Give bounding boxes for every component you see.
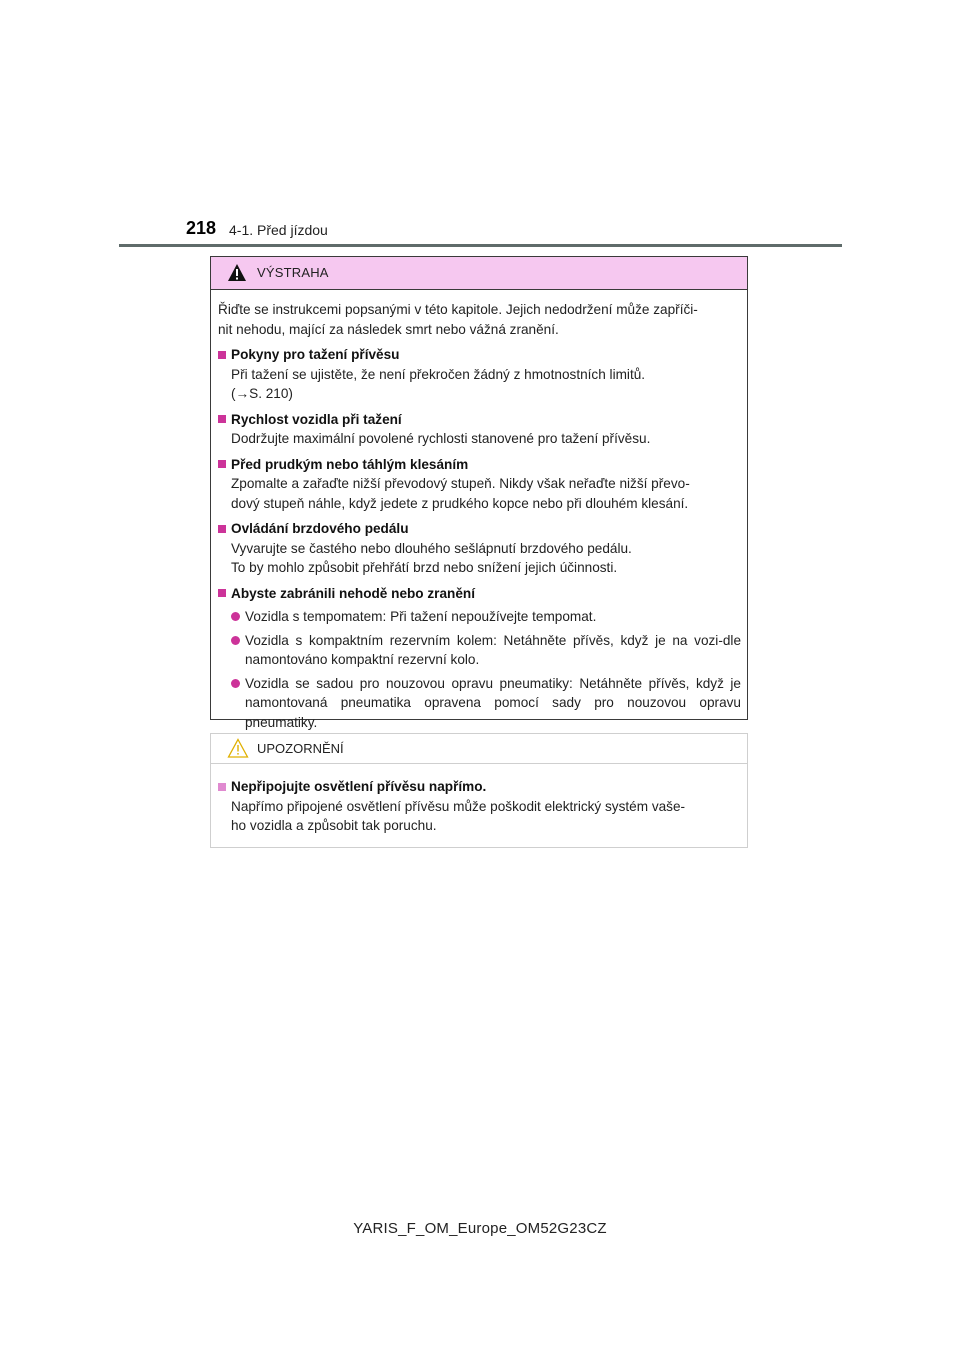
warning-section-heading [218, 345, 741, 365]
round-bullet-icon [231, 612, 240, 621]
document-id-footer: YARIS_F_OM_Europe_OM52G23CZ [353, 1220, 607, 1237]
caution-text: ho vozidla a způsobit tak poruchu. [231, 818, 437, 833]
warning-section-heading [218, 455, 741, 475]
warning-section-heading [218, 410, 741, 430]
square-bullet-icon [218, 460, 226, 468]
round-bullet-icon [231, 636, 240, 645]
square-bullet-icon [218, 351, 226, 359]
warning-intro-line1: Řiďte se instrukcemi popsanými v této kapitole. Jejich nedodržení může zapříči- [218, 302, 698, 317]
warning-section-heading [218, 519, 741, 539]
section-text: Zpomalte a zařaďte nižší převodový stupeň. Nikdy však neřaďte nižší převo- [231, 476, 690, 491]
caution-text: Napřímo připojené osvětlení přívěsu může poškodit elektrický systém vaše- [231, 798, 686, 814]
bullet-text: Vozidla s tempomatem: Při tažení nepoužívejte tempomat. [245, 609, 597, 624]
warning-body [211, 290, 747, 732]
square-bullet-icon [218, 783, 226, 791]
bullet-text: Vozidla s kompaktním rezervním kolem: Netáhněte přívěs, když je na vozi-dle namontováno kompaktní rezervní kolo. [245, 632, 741, 667]
caution-header [211, 734, 747, 764]
heading-text: Ovládání brzdového pedálu [231, 521, 409, 536]
section-text: To by mohlo způsobit přehřátí brzd nebo snížení jejich účinnosti. [231, 560, 618, 575]
square-bullet-icon [218, 589, 226, 597]
caution-box [210, 733, 748, 848]
heading-text: Nepřipojujte osvětlení přívěsu napřímo. [231, 779, 487, 794]
warning-triangle-icon [227, 263, 247, 282]
caution-label: UPOZORNĚNÍ [257, 741, 344, 756]
section-title: 4-1. Před jízdou [229, 222, 328, 238]
warning-label: VÝSTRAHA [257, 265, 329, 280]
caution-heading [218, 777, 741, 797]
heading-text: Pokyny pro tažení přívěsu [231, 347, 400, 362]
warning-intro-line2: nit nehodu, mající za následek smrt nebo vážná zranění. [218, 321, 559, 337]
square-bullet-icon [218, 415, 226, 423]
heading-text: Před prudkým nebo táhlým klesáním [231, 456, 469, 472]
section-text: Vyvarujte se častého nebo dlouhého sešlápnutí brzdového pedálu. [231, 540, 632, 556]
list-item [218, 607, 741, 627]
list-item [218, 674, 741, 733]
page-number: 218 [186, 218, 217, 238]
warning-header [211, 257, 747, 290]
warning-section-heading [218, 584, 741, 604]
section-text: dový stupeň náhle, když jedete z prudkého kopce nebo při dlouhém klesání. [231, 495, 689, 511]
caution-body [211, 764, 747, 836]
bullet-text: Vozidla se sadou pro nouzovou opravu pneumatiky: Netáhněte přívěs, když je namontovaná pneumatika opravena pomocí sady pro nouzovou opravu pneumatiky. [245, 675, 741, 730]
header-divider [119, 244, 842, 247]
caution-triangle-icon [227, 738, 249, 758]
square-bullet-icon [218, 525, 226, 533]
section-text: (→S. 210) [231, 386, 293, 401]
heading-text: Abyste zabránili nehodě nebo zranění [231, 585, 475, 601]
section-text: Dodržujte maximální povolené rychlosti stanovené pro tažení přívěsu. [231, 431, 651, 446]
round-bullet-icon [231, 679, 240, 688]
warning-box [210, 256, 748, 730]
list-item [218, 631, 741, 670]
warning-intro [218, 300, 741, 339]
section-text: Při tažení se ujistěte, že není překročen žádný z hmotnostních limitů. [231, 366, 646, 382]
heading-text: Rychlost vozidla při tažení [231, 411, 402, 427]
